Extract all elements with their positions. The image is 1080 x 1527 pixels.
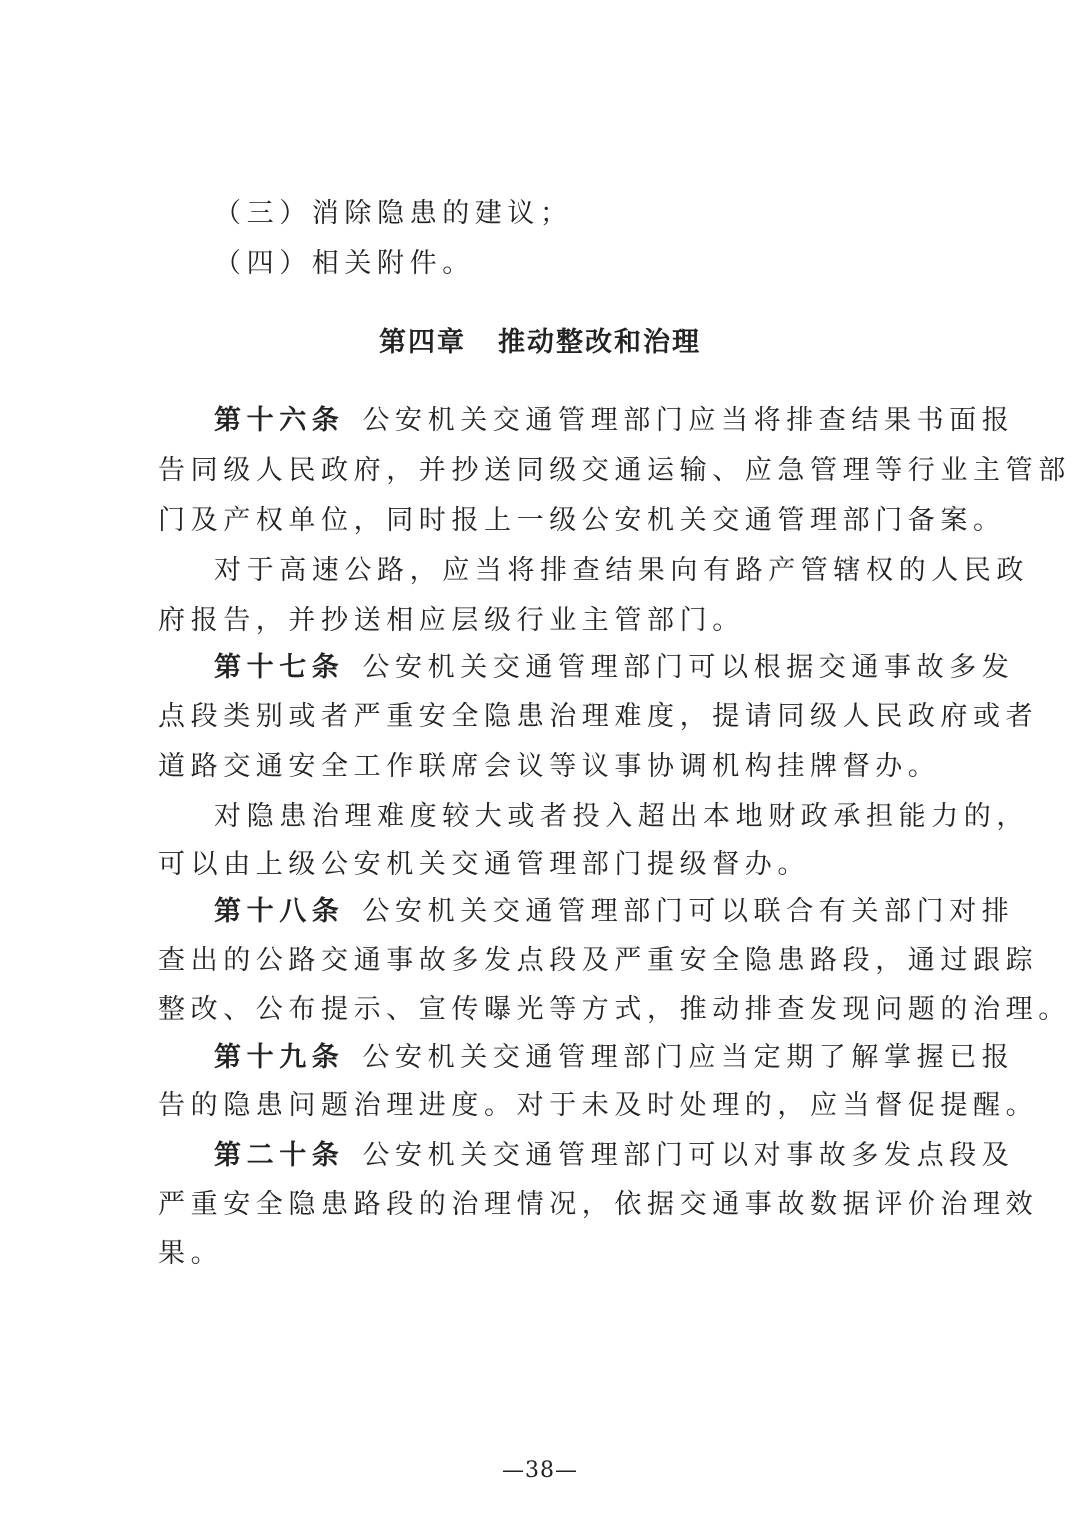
article-18-line-3: 整改、公布提示、宣传曝光等方式，推动排查发现问题的治理。 bbox=[158, 994, 1071, 1025]
article-19-label: 第十九条 bbox=[214, 1042, 345, 1073]
article-16-line-3: 门及产权单位，同时报上一级公安机关交通管理部门备案。 bbox=[158, 505, 1006, 536]
article-16-para-2-line-1: 对于高速公路，应当将排查结果向有路产管辖权的人民政 bbox=[214, 555, 1029, 586]
list-item-3: （三）消除隐患的建议； bbox=[214, 198, 573, 229]
article-17-line-2: 点段类别或者严重安全隐患治理难度，提请同级人民政府或者 bbox=[158, 701, 1039, 732]
article-16-label: 第十六条 bbox=[214, 405, 345, 436]
page-number: —38— bbox=[502, 1458, 578, 1483]
article-17-line-1 bbox=[214, 643, 1015, 692]
article-18-label: 第十八条 bbox=[214, 896, 345, 927]
article-20-text-1: 公安机关交通管理部门可以对事故多发点段及 bbox=[362, 1140, 1015, 1171]
article-19-line-1 bbox=[214, 1033, 1015, 1082]
article-20-line-2: 严重安全隐患路段的治理情况，依据交通事故数据评价治理效 bbox=[158, 1189, 1039, 1220]
article-18-line-1 bbox=[214, 887, 1015, 936]
article-18-line-2: 查出的公路交通事故多发点段及严重安全隐患路段，通过跟踪 bbox=[158, 945, 1039, 976]
chapter-heading bbox=[0, 318, 1080, 367]
article-16-line-2: 告同级人民政府，并抄送同级交通运输、应急管理等行业主管部 bbox=[158, 455, 1071, 486]
article-17-text-1: 公安机关交通管理部门可以根据交通事故多发 bbox=[362, 652, 1015, 683]
list-item-4: （四）相关附件。 bbox=[214, 248, 475, 279]
article-16-line-1 bbox=[214, 396, 1015, 445]
article-17-para-2-line-2: 可以由上级公安机关交通管理部门提级督办。 bbox=[158, 849, 810, 880]
article-19-text-1: 公安机关交通管理部门应当定期了解掌握已报 bbox=[362, 1042, 1015, 1073]
article-17-para-2-line-1: 对隐患治理难度较大或者投入超出本地财政承担能力的， bbox=[214, 801, 1029, 832]
article-20-line-3: 果。 bbox=[158, 1238, 224, 1269]
article-20-label: 第二十条 bbox=[214, 1140, 345, 1171]
article-17-line-3: 道路交通安全工作联席会议等议事协调机构挂牌督办。 bbox=[158, 751, 941, 782]
article-17-label: 第十七条 bbox=[214, 652, 345, 683]
article-19-line-2: 告的隐患问题治理进度。对于未及时处理的，应当督促提醒。 bbox=[158, 1090, 1039, 1121]
chapter-title: 推动整改和治理 bbox=[498, 327, 701, 358]
article-16-para-2-line-2: 府报告，并抄送相应层级行业主管部门。 bbox=[158, 605, 745, 636]
article-16-text-1: 公安机关交通管理部门应当将排查结果书面报 bbox=[362, 405, 1015, 436]
article-20-line-1 bbox=[214, 1131, 1015, 1180]
article-18-text-1: 公安机关交通管理部门可以联合有关部门对排 bbox=[362, 896, 1015, 927]
chapter-number: 第四章 bbox=[379, 327, 466, 358]
